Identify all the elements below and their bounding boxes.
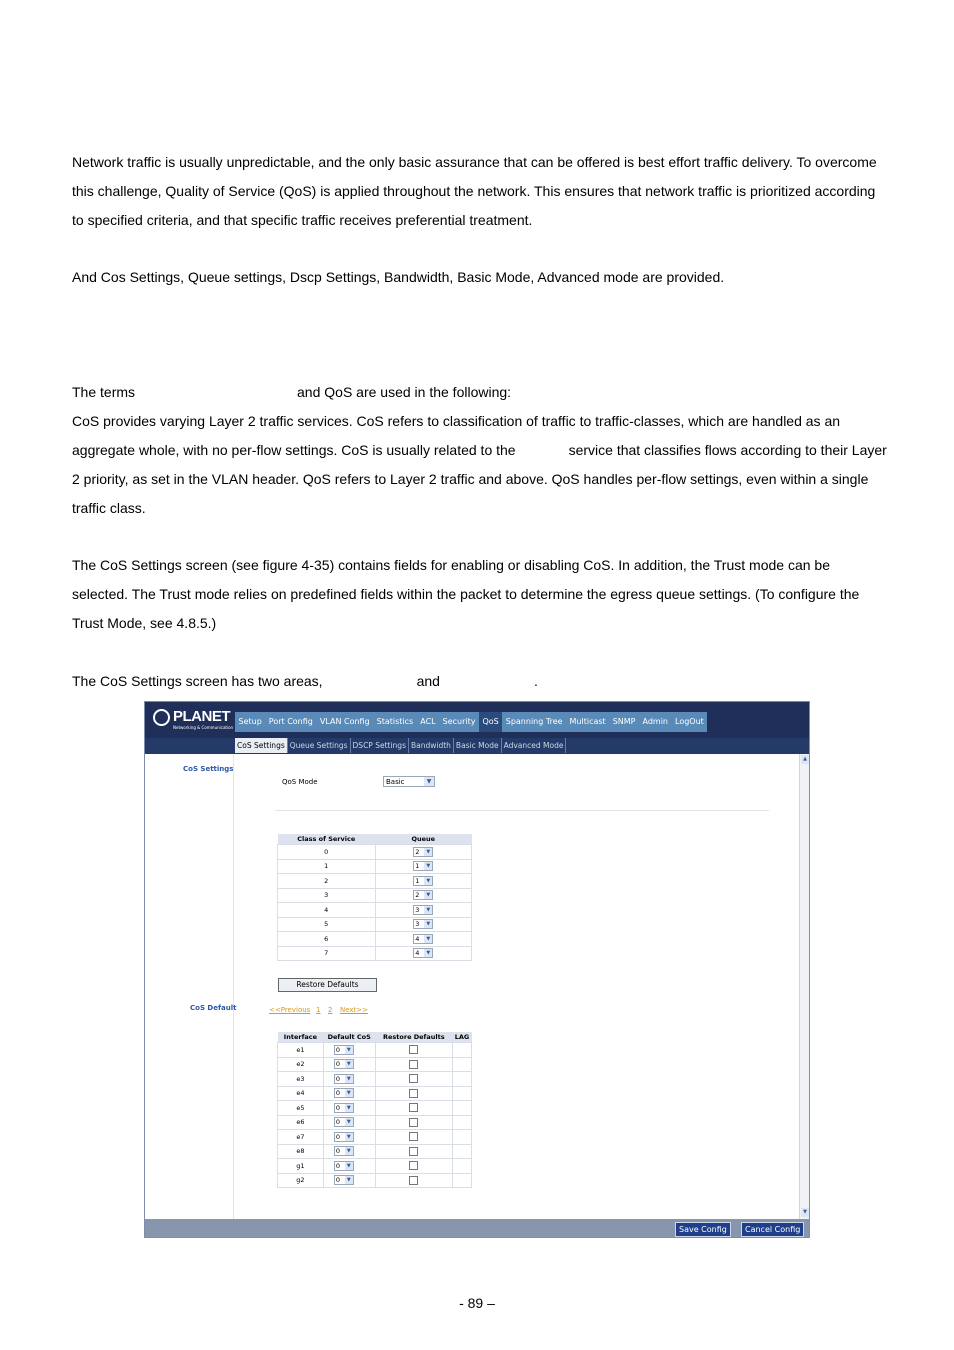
sub-bar [145, 738, 809, 754]
chevron-down-icon: ▼ [345, 1147, 353, 1155]
restore-defaults-cell [375, 1115, 452, 1130]
interface-name: e6 [278, 1115, 324, 1130]
nav-spanning-tree[interactable]: Spanning Tree [505, 717, 563, 726]
pager-page-2-link[interactable]: 2 [328, 1006, 333, 1014]
cos-settings-title: CoS Settings [183, 765, 234, 773]
interface-name: g1 [278, 1159, 324, 1174]
chevron-down-icon: ▼ [424, 891, 432, 899]
default-cos-value: 0 [335, 1161, 340, 1170]
chevron-down-icon: ▼ [345, 1104, 353, 1112]
queue-select[interactable] [413, 919, 433, 929]
cos-definition-start: CoS provides varying Layer 2 traffic services. CoS refers to classification of traffic to traffic-classes, which are handled as an aggregate whole, with no per-flow settings. CoS is usually related to the [72, 413, 841, 458]
restore-defaults-cell [375, 1101, 452, 1116]
cos-value: 6 [278, 932, 376, 947]
default-cos-select[interactable] [334, 1074, 354, 1084]
planet-logo [153, 707, 234, 733]
chevron-down-icon: ▼ [345, 1046, 353, 1054]
default-cos-cell [323, 1101, 375, 1116]
restore-defaults-checkbox[interactable] [409, 1132, 418, 1141]
subnav-advanced-mode[interactable]: Advanced Mode [502, 738, 567, 753]
default-cos-cell [323, 1072, 375, 1087]
chevron-down-icon: ▼ [345, 1176, 353, 1184]
queue-value: 2 [415, 847, 420, 856]
default-cos-column-header: Default CoS [323, 1032, 375, 1043]
cos-default-table [277, 1032, 472, 1188]
default-cos-value: 0 [335, 1045, 340, 1054]
table-row [278, 903, 472, 918]
chevron-down-icon: ▼ [424, 848, 432, 856]
queue-cell [375, 874, 472, 889]
chevron-down-icon: ▼ [345, 1060, 353, 1068]
restore-defaults-checkbox[interactable] [409, 1060, 418, 1069]
queue-cell [375, 932, 472, 947]
queue-cell [375, 903, 472, 918]
terms-line-end: and QoS are used in the following: [297, 384, 512, 400]
default-cos-cell [323, 1086, 375, 1101]
table-row [278, 1101, 472, 1116]
cos-value: 7 [278, 946, 376, 961]
nav-admin[interactable]: Admin [642, 717, 668, 726]
pager-previous-link[interactable]: <<Previous [269, 1006, 311, 1014]
nav-vlan-config[interactable]: VLAN Config [319, 717, 370, 726]
subnav-dscp-settings[interactable]: DSCP Settings [351, 738, 409, 753]
cos-value: 3 [278, 888, 376, 903]
queue-value: 3 [415, 920, 420, 929]
cos-value: 5 [278, 917, 376, 932]
lag-cell [453, 1130, 472, 1145]
interface-name: g2 [278, 1173, 324, 1188]
restore-defaults-button[interactable]: Restore Defaults [278, 978, 377, 992]
table-row [278, 1144, 472, 1159]
default-cos-value: 0 [335, 1132, 340, 1141]
table-row [278, 1115, 472, 1130]
default-cos-select[interactable] [334, 1161, 354, 1171]
default-cos-select[interactable] [334, 1059, 354, 1069]
queue-select[interactable] [413, 905, 433, 915]
cos-definition-paragraph [72, 407, 887, 523]
table-row [278, 917, 472, 932]
chevron-down-icon: ▼ [424, 935, 432, 943]
chevron-down-icon: ▼ [345, 1075, 353, 1083]
lag-cell [453, 1144, 472, 1159]
chevron-down-icon: ▼ [424, 777, 434, 786]
cos-definition-end: service that classifies flows according to their Layer 2 priority, as set in the VLAN header. QoS refers to Layer 2 traffic and above. QoS handles per-flow settings, even within a single traffic class. [72, 442, 887, 516]
restore-defaults-cell [375, 1086, 452, 1101]
lag-cell [453, 1072, 472, 1087]
chevron-down-icon: ▼ [424, 877, 432, 885]
restore-defaults-cell [375, 1144, 452, 1159]
queue-value: 4 [415, 934, 420, 943]
chevron-down-icon: ▼ [345, 1133, 353, 1141]
cos-value: 1 [278, 859, 376, 874]
intro-paragraph: Network traffic is usually unpredictable, and the only basic assurance that can be offered is best effort traffic delivery. To overcome this challenge, Quality of Service (QoS) is applied throughout the network. This ensures that network traffic is prioritized according to specified criteria, and that specific traffic receives preferential treatment. [72, 154, 877, 228]
nav-snmp[interactable]: SNMP [612, 717, 636, 726]
terms-line [72, 378, 887, 407]
features-paragraph: And Cos Settings, Queue settings, Dscp Settings, Bandwidth, Basic Mode, Advanced mode are provided. [72, 269, 725, 285]
save-config-button[interactable]: Save Config [675, 1222, 731, 1237]
restore-defaults-cell [375, 1173, 452, 1188]
default-cos-select[interactable] [334, 1088, 354, 1098]
subnav-cos-settings[interactable]: CoS Settings [235, 738, 288, 753]
lag-cell [453, 1043, 472, 1058]
main-nav [235, 712, 707, 732]
cos-default-title: CoS Default [190, 1004, 237, 1012]
sub-nav [235, 738, 566, 753]
cos-screen-paragraph: The CoS Settings screen (see figure 4-35) contains fields for enabling or disabling CoS. In addition, the Trust mode can be selected. The Trust mode relies on predefined fields within the packet to determine the egress queue settings. (To configure the Trust Mode, see 4.8.5.) [72, 557, 860, 631]
cos-value: 2 [278, 874, 376, 889]
chevron-down-icon: ▼ [424, 949, 432, 957]
scroll-up-icon[interactable]: ▲ [801, 755, 809, 764]
scroll-down-icon[interactable]: ▼ [801, 1208, 809, 1217]
vertical-scrollbar[interactable] [799, 754, 810, 1219]
interface-name: e1 [278, 1043, 324, 1058]
queue-select[interactable] [413, 861, 433, 871]
logo-name: PLANET [173, 708, 230, 725]
interface-name: e4 [278, 1086, 324, 1101]
left-column [145, 754, 237, 1219]
qos-mode-label: QoS Mode [282, 778, 318, 786]
default-cos-cell [323, 1173, 375, 1188]
nav-setup[interactable]: Setup [238, 717, 262, 726]
top-bar [145, 702, 809, 738]
restore-defaults-checkbox[interactable] [409, 1176, 418, 1185]
restore-defaults-checkbox[interactable] [409, 1161, 418, 1170]
default-cos-select[interactable] [334, 1175, 354, 1185]
chevron-down-icon: ▼ [345, 1089, 353, 1097]
default-cos-select[interactable] [334, 1045, 354, 1055]
cos-queue-table [277, 834, 472, 961]
default-cos-select[interactable] [334, 1117, 354, 1127]
default-cos-value: 0 [335, 1060, 340, 1069]
lag-cell [453, 1086, 472, 1101]
nav-acl[interactable]: ACL [420, 717, 436, 726]
queue-value: 1 [415, 862, 420, 871]
restore-defaults-checkbox[interactable] [409, 1089, 418, 1098]
default-cos-select[interactable] [334, 1146, 354, 1156]
nav-qos[interactable]: QoS [479, 712, 502, 732]
table-row [278, 1159, 472, 1174]
queue-cell [375, 946, 472, 961]
interface-name: e8 [278, 1144, 324, 1159]
logo-tagline: Networking & Communication [173, 725, 234, 730]
queue-value: 4 [415, 949, 420, 958]
interface-name: e2 [278, 1057, 324, 1072]
queue-select[interactable] [413, 890, 433, 900]
nav-port-config[interactable]: Port Config [268, 717, 313, 726]
lag-cell [453, 1173, 472, 1188]
chevron-down-icon: ▼ [345, 1162, 353, 1170]
lag-cell [453, 1057, 472, 1072]
cos-settings-screenshot [144, 701, 810, 1238]
footer-bar [145, 1219, 809, 1237]
planet-logo-icon [153, 709, 170, 726]
cos-value: 0 [278, 845, 376, 860]
pager-next-link[interactable]: Next>> [340, 1006, 369, 1014]
table-row [278, 1057, 472, 1072]
chevron-down-icon: ▼ [424, 862, 432, 870]
restore-defaults-checkbox[interactable] [409, 1103, 418, 1112]
queue-cell [375, 888, 472, 903]
default-cos-cell [323, 1043, 375, 1058]
restore-defaults-cell [375, 1130, 452, 1145]
queue-column-header: Queue [375, 834, 472, 845]
default-cos-value: 0 [335, 1118, 340, 1127]
restore-defaults-checkbox[interactable] [409, 1074, 418, 1083]
subnav-basic-mode[interactable]: Basic Mode [454, 738, 502, 753]
nav-security[interactable]: Security [442, 717, 476, 726]
restore-defaults-cell [375, 1159, 452, 1174]
nav-logout[interactable]: LogOut [675, 717, 704, 726]
divider [275, 810, 769, 811]
restore-defaults-cell [375, 1043, 452, 1058]
restore-defaults-checkbox[interactable] [409, 1045, 418, 1054]
queue-value: 1 [415, 876, 420, 885]
content-area [145, 754, 799, 1219]
queue-select[interactable] [413, 948, 433, 958]
table-row [278, 946, 472, 961]
default-cos-value: 0 [335, 1103, 340, 1112]
terms-line-start: The terms [72, 384, 136, 400]
areas-line-start: The CoS Settings screen has two areas, [72, 673, 323, 689]
queue-cell [375, 845, 472, 860]
default-cos-value: 0 [335, 1147, 340, 1156]
qos-mode-select[interactable] [383, 776, 435, 787]
table-row [278, 859, 472, 874]
default-cos-cell [323, 1159, 375, 1174]
chevron-down-icon: ▼ [345, 1118, 353, 1126]
default-cos-cell [323, 1144, 375, 1159]
cos-column-header: Class of Service [278, 834, 376, 845]
page-number: - 89 – [459, 1295, 495, 1311]
default-cos-value: 0 [335, 1074, 340, 1083]
default-cos-select[interactable] [334, 1132, 354, 1142]
subnav-queue-settings[interactable]: Queue Settings [288, 738, 351, 753]
qos-mode-value: Basic [386, 778, 405, 786]
restore-defaults-cell [375, 1072, 452, 1087]
cos-value: 4 [278, 903, 376, 918]
areas-line-end: . [533, 673, 538, 689]
table-row [278, 1072, 472, 1087]
areas-line [72, 667, 887, 696]
queue-cell [375, 917, 472, 932]
chevron-down-icon: ▼ [424, 920, 432, 928]
areas-line-mid: and [416, 673, 440, 689]
queue-select[interactable] [413, 934, 433, 944]
queue-select[interactable] [413, 847, 433, 857]
queue-cell [375, 859, 472, 874]
lag-cell [453, 1101, 472, 1116]
interface-column-header: Interface [278, 1032, 324, 1043]
default-cos-cell [323, 1115, 375, 1130]
restore-defaults-cell [375, 1057, 452, 1072]
table-row [278, 1173, 472, 1188]
interface-name: e5 [278, 1101, 324, 1116]
pager-page-1-link[interactable]: 1 [316, 1006, 321, 1014]
queue-value: 2 [415, 891, 420, 900]
restore-defaults-checkbox[interactable] [409, 1147, 418, 1156]
default-cos-select[interactable] [334, 1103, 354, 1113]
table-row [278, 1043, 472, 1058]
default-cos-cell [323, 1130, 375, 1145]
subnav-bandwidth[interactable]: Bandwidth [409, 738, 454, 753]
restore-defaults-column-header: Restore Defaults [375, 1032, 452, 1043]
table-row [278, 888, 472, 903]
default-cos-cell [323, 1057, 375, 1072]
nav-statistics[interactable]: Statistics [376, 717, 414, 726]
restore-defaults-checkbox[interactable] [409, 1118, 418, 1127]
table-row [278, 932, 472, 947]
default-cos-value: 0 [335, 1089, 340, 1098]
lag-cell [453, 1115, 472, 1130]
queue-select[interactable] [413, 876, 433, 886]
table-row [278, 874, 472, 889]
interface-name: e7 [278, 1130, 324, 1145]
lag-cell [453, 1159, 472, 1174]
lag-column-header: LAG [453, 1032, 472, 1043]
nav-multicast[interactable]: Multicast [569, 717, 606, 726]
table-row [278, 1086, 472, 1101]
default-cos-value: 0 [335, 1176, 340, 1185]
queue-value: 3 [415, 905, 420, 914]
table-row [278, 845, 472, 860]
interface-name: e3 [278, 1072, 324, 1087]
chevron-down-icon: ▼ [424, 906, 432, 914]
table-row [278, 1130, 472, 1145]
cancel-config-button[interactable]: Cancel Config [741, 1222, 804, 1237]
